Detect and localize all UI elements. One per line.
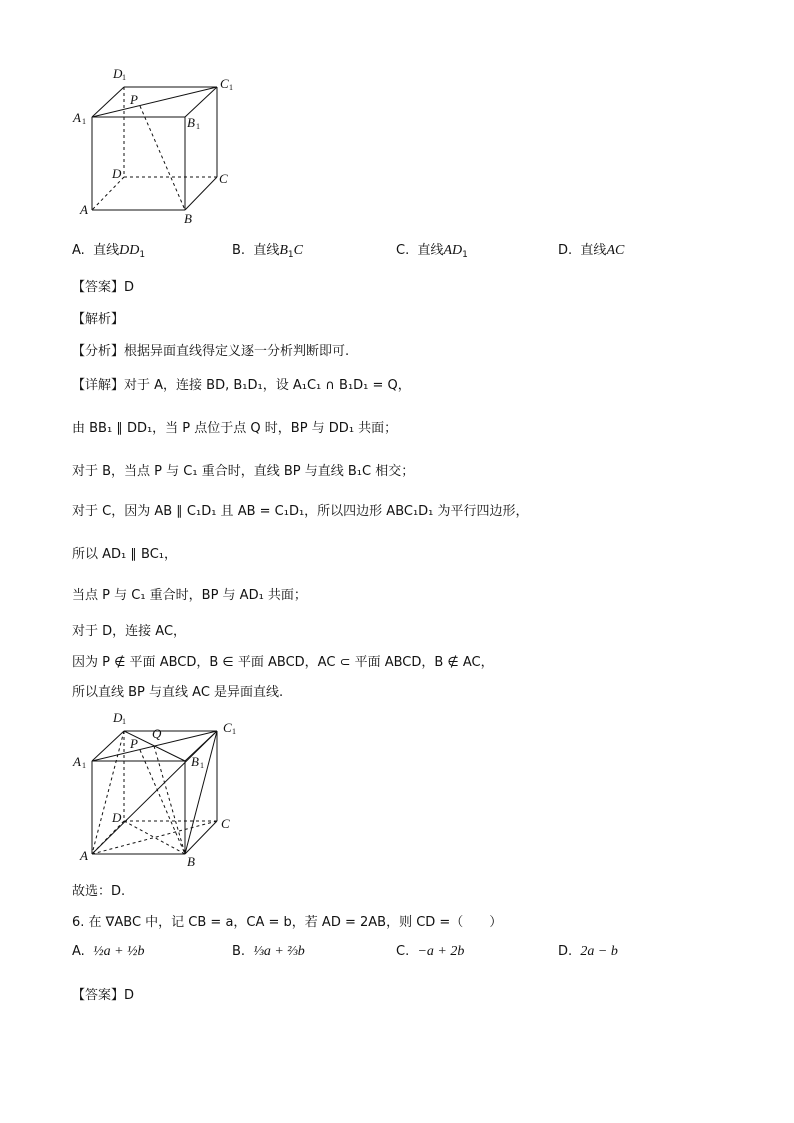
label-d1: D xyxy=(113,66,123,81)
q6-answer: 【答案】D xyxy=(72,988,135,1003)
label-q: Q xyxy=(152,726,162,741)
label-d: D xyxy=(112,810,122,825)
svg-text:1: 1 xyxy=(200,761,204,770)
label-c: C xyxy=(221,816,230,831)
detail-line-8: 因为 P ∉ 平面 ABCD，B ∈ 平面 ABCD，AC ⊂ 平面 ABCD，B ∉ AC， xyxy=(72,655,494,670)
option-b: B. ⅓a + ⅔b xyxy=(232,944,305,959)
label-b1: B xyxy=(187,115,195,130)
label-a: A xyxy=(80,202,88,217)
option-c: C. −a + 2b xyxy=(396,944,465,959)
detail-line-9: 所以直线 BP 与直线 AC 是异面直线. xyxy=(72,685,284,700)
detail-line-6: 当点 P 与 C₁ 重合时，BP 与 AD₁ 共面； xyxy=(72,588,307,603)
svg-text:1: 1 xyxy=(82,761,86,770)
option-a: A. ½a + ½b xyxy=(72,944,145,959)
label-a: A xyxy=(80,848,88,863)
svg-text:1: 1 xyxy=(196,122,200,131)
q5-answer: 【答案】D xyxy=(72,280,135,295)
q5-fenxi: 【分析】根据异面直线得定义逐一分析判断即可. xyxy=(72,344,350,359)
label-p: P xyxy=(130,736,138,751)
label-p: P xyxy=(130,92,138,107)
option-d: D. 2a − b xyxy=(558,944,618,959)
option-d: D. 直线AC xyxy=(558,243,625,258)
label-c1: C xyxy=(220,76,229,91)
label-d1: D xyxy=(113,710,123,725)
svg-text:1: 1 xyxy=(232,727,236,736)
cube-figure-1 xyxy=(60,60,250,230)
svg-text:1: 1 xyxy=(122,73,126,82)
q5-analysis-tag: 【解析】 xyxy=(72,312,125,327)
q6-stem: 6. 在 ∇ABC 中，记 CB = a，CA = b，若 AD = 2AB，则 CD =（ ） xyxy=(72,915,503,930)
detail-line-2: 由 BB₁ ∥ DD₁，当 P 点位于点 Q 时，BP 与 DD₁ 共面； xyxy=(72,421,398,436)
label-a1: A xyxy=(73,110,81,125)
label-c1: C xyxy=(223,720,232,735)
label-b1: B xyxy=(191,754,199,769)
option-a: A. 直线$DD_1$ xyxy=(72,243,146,260)
detail-line-1: 【详解】对于 A，连接 BD, B₁D₁，设 A₁C₁ ∩ B₁D₁ = Q， xyxy=(72,378,411,393)
detail-line-3: 对于 B，当点 P 与 C₁ 重合时，直线 BP 与直线 B₁C 相交； xyxy=(72,464,415,479)
label-a1: A xyxy=(73,754,81,769)
q5-conclusion: 故选：D. xyxy=(72,884,126,899)
label-d: D xyxy=(112,166,122,181)
option-c: C. 直线$AD_1$ xyxy=(396,243,468,260)
detail-line-7: 对于 D，连接 AC， xyxy=(72,624,187,639)
detail-line-4: 对于 C，因为 AB ∥ C₁D₁ 且 AB = C₁D₁，所以四边形 ABC₁D₁ 为平行四边形， xyxy=(72,504,529,519)
option-b: B. 直线$B_1C$ xyxy=(232,243,303,260)
cube-figure-2 xyxy=(60,704,250,874)
svg-text:1: 1 xyxy=(229,83,233,92)
label-b: B xyxy=(184,211,192,226)
label-b: B xyxy=(187,854,195,869)
label-c: C xyxy=(219,171,228,186)
svg-text:1: 1 xyxy=(122,717,126,726)
detail-line-5: 所以 AD₁ ∥ BC₁， xyxy=(72,547,177,562)
svg-text:1: 1 xyxy=(82,117,86,126)
